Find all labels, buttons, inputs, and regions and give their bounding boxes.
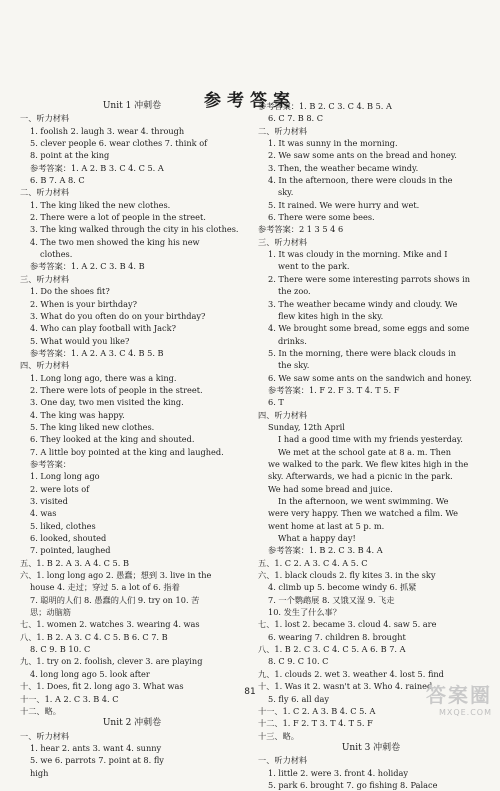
- answer-line: 3. Then, the weather became windy.: [268, 162, 419, 173]
- answer-line: were very happy. Then we watched a film. We: [268, 508, 458, 519]
- answer-line: 八、1. B 2. C 3. C 4. C 5. A 6. B 7. A: [258, 644, 406, 655]
- answer-line: sky.: [278, 187, 294, 198]
- answer-line: 1. Do the shoes fit?: [30, 286, 110, 297]
- left-column: [20, 100, 244, 779]
- answer-line: high: [30, 767, 49, 778]
- answer-line: 七、1. women 2. watches 3. wearing 4. was: [20, 619, 200, 630]
- answer-line: 五、1. C 2. A 3. C 4. A 5. C: [258, 557, 368, 568]
- answer-line: went to the park.: [278, 261, 350, 272]
- answer-line: Unit 2 冲刺卷: [102, 718, 162, 729]
- answer-line: 1. It was cloudy in the morning. Mike and I: [268, 249, 448, 260]
- answer-line: the zoo.: [278, 286, 311, 297]
- answer-line: 6. looked, shouted: [30, 533, 107, 544]
- answer-line: 思；动脑筋: [30, 607, 71, 618]
- answer-line: 六、1. black clouds 2. fly kites 3. in the sky: [258, 570, 436, 581]
- answer-line: I had a good time with my friends yesterday.: [278, 434, 463, 445]
- answer-line: 一、听力材料: [20, 113, 70, 124]
- answer-line: 4. The king was happy.: [30, 409, 125, 420]
- watermark-text: 答案圈: [426, 683, 492, 707]
- answer-line: 7. 一个鹦鹉展 8. 又饿又湿 9. 飞走: [268, 594, 395, 605]
- answer-line: 1. foolish 2. laugh 3. wear 4. through: [30, 125, 185, 136]
- answer-line: 九、1. try on 2. foolish, clever 3. are playing: [20, 656, 203, 667]
- answer-line: 4. climb up 5. become windy 6. 抓紧: [268, 582, 417, 593]
- answer-line: 五、1. B 2. A 3. A 4. C 5. B: [20, 557, 129, 568]
- answer-line: We had some bread and juice.: [268, 483, 393, 494]
- answer-line: 6. C 7. B 8. C: [268, 113, 323, 124]
- answer-line: 参考答案：1. B 2. C 3. C 4. B 5. A: [258, 101, 392, 111]
- answer-line: sky. Afterwards, we had a picnic in the park.: [268, 471, 453, 482]
- answer-line: 十一、1. C 2. A 3. B 4. C 5. A: [258, 705, 376, 716]
- answer-line: 六、1. long long ago 2. 愚蠢；想到 3. live in the: [20, 570, 212, 581]
- answer-line: 4. In the afternoon, there were clouds in the: [268, 175, 453, 186]
- answer-line: 参考答案：2 1 3 5 4 6: [258, 224, 344, 235]
- answer-line: 参考答案：1. A 2. A 3. C 4. B 5. B: [30, 347, 164, 358]
- answer-line: 四、听力材料: [20, 360, 70, 371]
- answer-line: 7. 聪明的人们 8. 愚蠢的人们 9. try on 10. 苦: [30, 594, 200, 605]
- answer-line: 2. There were a lot of people in the street.: [30, 212, 206, 223]
- answer-line: 3. The king walked through the city in his clothes.: [30, 224, 239, 235]
- answer-line: we walked to the park. We flew kites high in the: [268, 458, 469, 469]
- answer-line: 3. One day, two men visited the king.: [30, 397, 184, 408]
- answer-line: 九、1. clouds 2. wet 3. weather 4. lost 5. find: [258, 668, 444, 679]
- answer-line: 6. T: [268, 397, 284, 408]
- answer-line: 6. They looked at the king and shouted.: [30, 434, 195, 445]
- answer-line: 5. clever people 6. wear clothes 7. think of: [30, 138, 208, 149]
- answer-line: 1. It was sunny in the morning.: [268, 138, 398, 149]
- answer-line: 十、1. Does, fit 2. long ago 3. What was: [20, 681, 184, 692]
- answer-line: 4. long long ago 5. look after: [30, 668, 150, 679]
- answer-line: 3. The weather became windy and cloudy. We: [268, 298, 458, 309]
- answer-line: 2. We saw some ants on the bread and honey.: [268, 150, 457, 161]
- answer-line: 4. Who can play football with Jack?: [30, 323, 176, 334]
- answer-line: 5. fly 6. all day: [268, 693, 329, 704]
- answer-line: 二、听力材料: [20, 187, 70, 198]
- answer-line: 6. There were some bees.: [268, 212, 375, 223]
- answer-line: 2. When is your birthday?: [30, 298, 138, 309]
- answer-line: 1. Long long ago, there was a king.: [30, 372, 177, 383]
- answer-line: Sunday, 12th April: [268, 421, 345, 432]
- answer-line: 参考答案：1. F 2. F 3. T 4. T 5. F: [268, 384, 400, 395]
- answer-line: 2. There were lots of people in the street.: [30, 384, 203, 395]
- answer-line: 8. C 9. B 10. C: [30, 644, 91, 655]
- answer-line: went home at last at 5 p. m.: [268, 520, 385, 531]
- answer-line: 一、听力材料: [258, 755, 308, 766]
- page-number: 81: [244, 687, 256, 697]
- page-title: 参考答案: [204, 91, 296, 111]
- answer-line: 3. What do you often do on your birthday?: [30, 310, 206, 321]
- answer-line: 三、听力材料: [258, 236, 308, 247]
- answer-line: 3. visited: [30, 496, 68, 506]
- answer-line: 参考答案：1. A 2. B 3. C 4. C 5. A: [30, 162, 164, 173]
- watermark-url: MXQE.COM: [438, 708, 492, 717]
- answer-line: clothes.: [40, 249, 73, 260]
- answer-line: 5. The king liked new clothes.: [30, 421, 155, 432]
- answer-line: 十二、1. F 2. T 3. T 4. T 5. F: [258, 718, 373, 729]
- answer-line: the sky.: [278, 360, 310, 371]
- answer-line: What a happy day!: [278, 533, 356, 544]
- answer-line: 三、听力材料: [20, 273, 70, 284]
- answer-line: 十一、1. A 2. C 3. B 4. C: [20, 693, 119, 704]
- answer-line: 8. C 9. C 10. C: [268, 656, 329, 667]
- answer-line: 1. little 2. were 3. front 4. holiday: [268, 767, 408, 778]
- answer-line: In the afternoon, we went swimming. We: [278, 496, 449, 506]
- answer-line: 6. We saw some ants on the sandwich and honey.: [268, 372, 472, 383]
- answer-line: 4. The two men showed the king his new: [30, 236, 200, 247]
- answer-line: 参考答案：: [30, 458, 71, 469]
- answer-line: 5. It rained. We were hurry and wet.: [268, 199, 420, 210]
- answer-line: 5. liked, clothes: [30, 520, 96, 531]
- answer-line: flew kites high in the sky.: [278, 310, 384, 321]
- answer-line: Unit 1 冲刺卷: [102, 101, 162, 111]
- answer-line: 6. B 7. A 8. C: [30, 175, 85, 186]
- answer-line: 1. hear 2. ants 3. want 4. sunny: [30, 742, 162, 753]
- answer-line: 5. park 6. brought 7. go fishing 8. Palace: [268, 779, 438, 790]
- answer-line: 参考答案：1. B 2. C 3. B 4. A: [268, 545, 383, 556]
- answer-line: 5. What would you like?: [30, 335, 130, 346]
- answer-line: 八、1. B 2. A 3. C 4. C 5. B 6. C 7. B: [20, 631, 168, 642]
- answer-line: 10. 发生了什么事？: [268, 607, 341, 618]
- answer-line: 十、1. Was it 2. wasn't at 3. Who 4. rained: [258, 681, 433, 692]
- answer-line: 2. There were some interesting parrots shows in: [268, 273, 471, 284]
- answer-line: 6. wearing 7. children 8. brought: [268, 631, 406, 642]
- answer-line: 7. pointed, laughed: [30, 545, 111, 556]
- answer-line: 4. was: [30, 508, 57, 519]
- answer-line: 8. point at the king: [30, 150, 110, 161]
- answer-line: 一、听力材料: [20, 730, 70, 741]
- answer-line: 2. were lots of: [30, 483, 90, 494]
- answer-line: 5. we 6. parrots 7. point at 8. fly: [30, 755, 164, 766]
- answer-line: 十二、略。: [20, 705, 61, 716]
- answer-line: 5. In the morning, there were black clouds in: [268, 347, 456, 358]
- answer-line: 1. Long long ago: [30, 471, 100, 482]
- answer-line: 7. A little boy pointed at the king and laughed.: [30, 446, 224, 457]
- answer-line: 七、1. lost 2. became 3. cloud 4. saw 5. are: [258, 619, 437, 630]
- answer-line: 十三、略。: [258, 730, 299, 741]
- answer-line: 二、听力材料: [258, 125, 308, 136]
- answer-line: house 4. 走过；穿过 5. a lot of 6. 指着: [30, 582, 180, 593]
- answer-line: 参考答案：1. A 2. C 3. B 4. B: [30, 261, 145, 272]
- answer-line: Unit 3 冲刺卷: [341, 742, 401, 753]
- answer-line: drinks.: [278, 335, 307, 346]
- answer-line: 1. The king liked the new clothes.: [30, 199, 171, 210]
- watermark-logo: [426, 679, 492, 717]
- answer-line: 4. We brought some bread, some eggs and some: [268, 323, 470, 334]
- answer-line: We met at the school gate at 8 a. m. Then: [278, 446, 451, 457]
- answer-line: 四、听力材料: [258, 409, 308, 420]
